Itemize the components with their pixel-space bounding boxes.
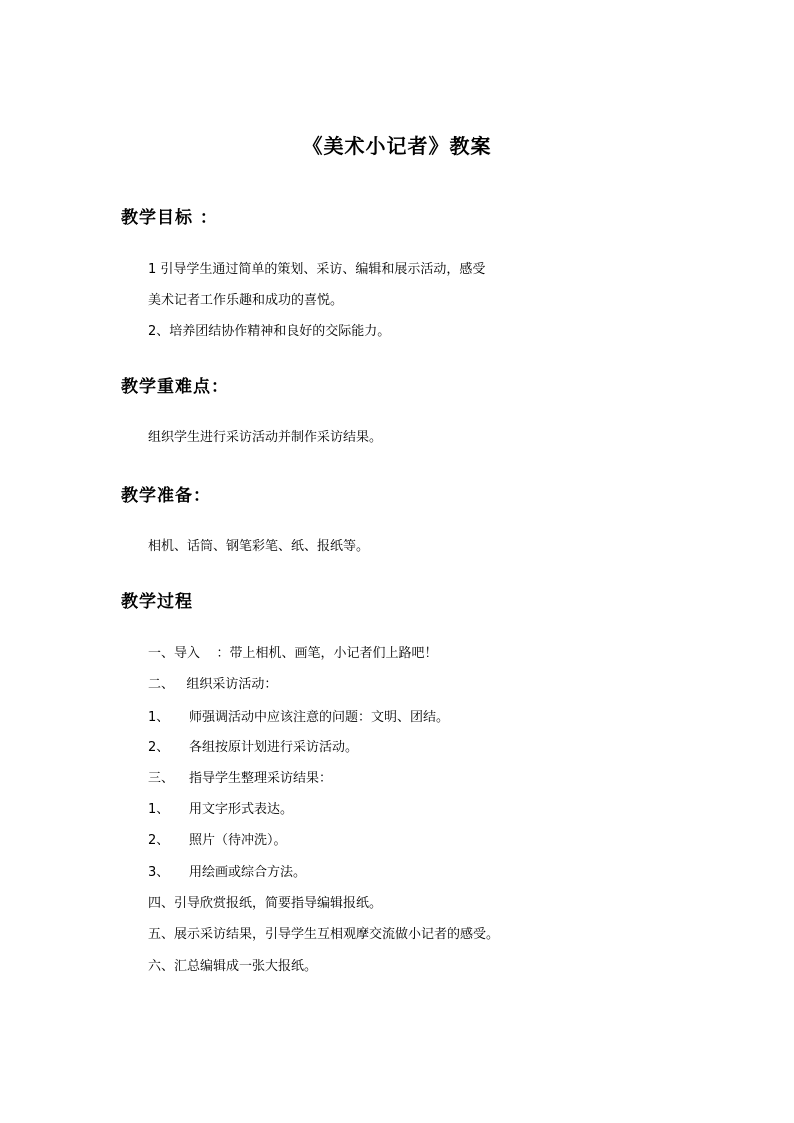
- objective-line-3: 2、培养团结协作精神和良好的交际能力。: [148, 324, 391, 339]
- step-number: 2、: [148, 740, 170, 755]
- process-line-display: 五、展示采访结果，引导学生互相观摩交流做小记者的感受。: [148, 927, 500, 942]
- process-line-step: [148, 736, 358, 755]
- step-number: 三、: [148, 771, 175, 786]
- document-title: 《美术小记者》教案: [302, 134, 492, 158]
- step-text: 用绘画或综合方法。: [189, 865, 307, 880]
- key-points-text: 组织学生进行采访活动并制作采访结果。: [148, 430, 383, 445]
- process-line-step: [148, 829, 287, 848]
- process-line-step: [148, 861, 306, 880]
- step-number: 1、: [148, 802, 170, 817]
- process-line-appreciate: 四、引导欣赏报纸，简要指导编辑报纸。: [148, 896, 383, 911]
- process-line-step: [148, 706, 449, 725]
- objectives-heading: 教学目标 ：: [121, 208, 218, 228]
- objective-line-1: 1 引导学生通过简单的策划、采访、编辑和展示活动，感受: [148, 262, 486, 277]
- step-number: 1、: [148, 710, 170, 725]
- preparation-text: 相机、话筒、钢笔彩笔、纸、报纸等。: [148, 539, 370, 554]
- step-text: 师强调活动中应该注意的问题：文明、团结。: [189, 710, 450, 725]
- step-number: 2、: [148, 833, 170, 848]
- process-heading: 教学过程: [121, 592, 193, 612]
- process-line-intro: 一、导入 ：带上相机、画笔，小记者们上路吧！: [148, 646, 438, 661]
- step-number: 3、: [148, 865, 170, 880]
- process-line-step: [148, 798, 293, 817]
- step-text: 照片（待冲洗）。: [189, 833, 287, 848]
- preparation-heading: 教学准备：: [121, 486, 211, 506]
- step-text: 指导学生整理采访结果：: [189, 771, 333, 786]
- step-text: 各组按原计划进行采访活动。: [189, 740, 359, 755]
- process-line-step: [148, 767, 332, 786]
- process-line-organize: 二、 组织采访活动：: [148, 677, 278, 692]
- step-text: 用文字形式表达。: [189, 802, 294, 817]
- objective-line-2: 美术记者工作乐趣和成功的喜悦。: [148, 293, 344, 308]
- key-points-heading: 教学重难点：: [121, 377, 229, 397]
- process-line-summary: 六、汇总编辑成一张大报纸。: [148, 959, 318, 974]
